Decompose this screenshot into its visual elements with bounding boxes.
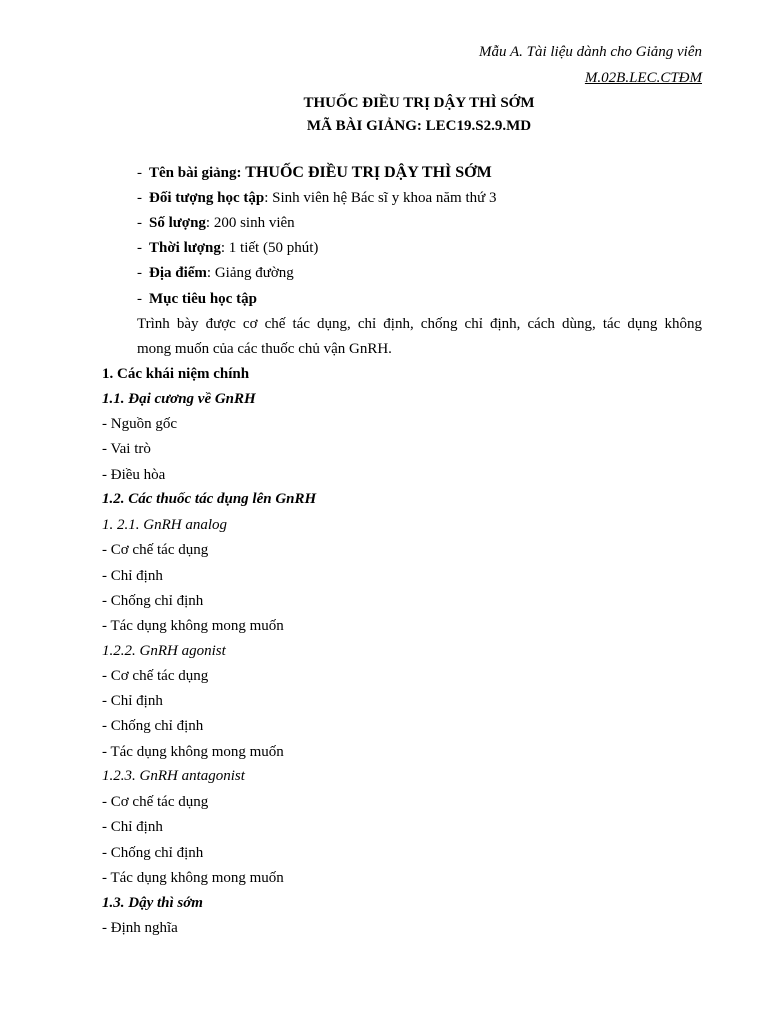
info-value: : Giảng đường [206,265,294,281]
sub-subsection-heading: 1.2.2. GnRH agonist [102,643,226,659]
list-item: - Chỉ định [102,693,163,709]
info-value: : 1 tiết (50 phút) [220,240,319,256]
info-label: Số lượng [149,215,206,231]
info-value: THUỐC ĐIỀU TRỊ DẬY THÌ SỚM [245,164,492,181]
info-value: : Sinh viên hệ Bác sĩ y khoa năm thứ 3 [264,190,497,206]
list-item: - Tác dụng không mong muốn [102,618,284,634]
list-item: - Chống chỉ định [102,845,204,861]
list-item: - Cơ chế tác dụng [102,668,209,684]
list-item: - Cơ chế tác dụng [102,542,209,558]
list-item: - Chống chỉ định [102,593,204,609]
info-objective-heading: - Mục tiêu học tập [137,291,257,307]
sub-subsection-heading: 1.2.3. GnRH antagonist [102,768,245,784]
form-label: Mẫu A. Tài liệu dành cho Giảng viên [478,44,702,60]
document-code: M.02B.LEC.CTĐM [584,70,702,86]
list-item: - Chỉ định [102,819,163,835]
list-item: - Chống chỉ định [102,718,204,734]
info-audience: - Đối tượng học tập: Sinh viên hệ Bác sĩ y khoa năm thứ 3 [137,190,497,206]
info-label: Thời lượng [149,240,221,256]
info-quantity: - Số lượng: 200 sinh viên [137,215,295,231]
info-label: Tên bài giảng: [149,165,242,181]
info-label: Mục tiêu học tập [149,291,257,307]
list-item: - Tác dụng không mong muốn [102,744,284,760]
info-value: : 200 sinh viên [205,215,295,231]
document-title: THUỐC ĐIỀU TRỊ DẬY THÌ SỚM [303,95,535,111]
objective-line-1: Trình bày được cơ chế tác dụng, chỉ định, chống chỉ định, cách dùng, tác dụng không [137,316,702,332]
list-item: - Chỉ định [102,568,163,584]
info-duration: - Thời lượng: 1 tiết (50 phút) [137,240,319,256]
info-lecture-name: - Tên bài giảng: THUỐC ĐIỀU TRỊ DẬY THÌ SỚM [137,164,492,181]
list-item: - Nguồn gốc [102,416,177,432]
list-item: - Tác dụng không mong muốn [102,870,284,886]
subsection-heading: 1.1. Đại cương về GnRH [102,391,256,407]
section-heading: 1. Các khái niệm chính [102,366,250,382]
sub-subsection-heading: 1. 2.1. GnRH analog [102,517,227,533]
list-item: - Định nghĩa [102,920,178,936]
subsection-heading: 1.2. Các thuốc tác dụng lên GnRH [102,491,317,507]
objective-line-2: mong muốn của các thuốc chủ vận GnRH. [137,341,392,357]
list-item: - Cơ chế tác dụng [102,794,209,810]
list-item: - Vai trò [102,441,151,457]
list-item: - Điều hòa [102,467,166,483]
info-location: - Địa điểm: Giảng đường [137,265,294,281]
subsection-heading: 1.3. Dậy thì sớm [102,895,203,911]
info-label: Địa điểm [149,265,207,281]
lecture-code: MÃ BÀI GIẢNG: LEC19.S2.9.MD [306,118,532,134]
info-label: Đối tượng học tập [149,190,265,206]
